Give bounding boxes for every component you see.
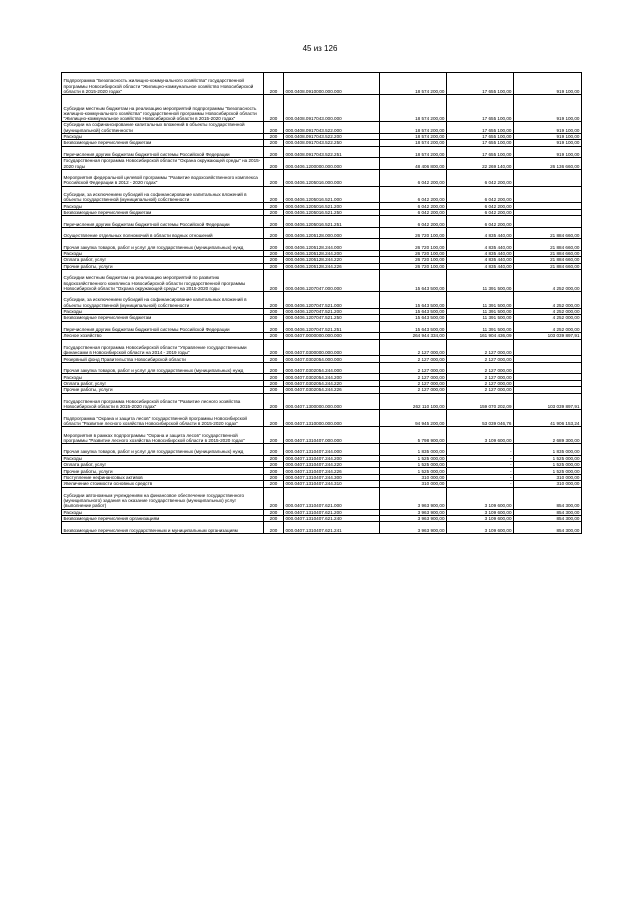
table-row	[62, 427, 582, 444]
row-unexecuted-amount-cell: 21 884 660,00	[514, 257, 582, 263]
row-classification-code-cell: 000.0406.1205128.244.000	[284, 239, 380, 251]
table-row	[62, 158, 582, 170]
row-classification-code-cell: 000.0406.1207047.521.200	[284, 308, 380, 314]
row-classification-code-cell: 000.0407.1310000.000.000	[284, 410, 380, 427]
row-classification-code-cell: 000.0406.1207047.521.000	[284, 292, 380, 309]
row-approved-amount-cell: 1 525 000,00	[380, 468, 447, 474]
row-classification-code-cell: 000.0408.0917043.522.000	[284, 122, 380, 134]
row-approved-amount-cell: 310 000,00	[380, 474, 447, 480]
row-code-cell: 200	[264, 393, 284, 410]
row-code-cell: 200	[264, 169, 284, 186]
row-name-cell: Подпрограмма "Охрана и защита лесов" государственной программы Новосибирской области "Развитие лесного хозяйства Новосибирской области в 2015-2020 годах"	[62, 410, 264, 427]
row-code-cell: 200	[264, 257, 284, 263]
row-name-cell: Субсидии местным бюджетам на реализацию мероприятий по развитию водохозяйственного комплекса Новосибирской области государственной программы Новосибирской области "Охрана окружающей среды" на 2015-2020 годы	[62, 270, 264, 292]
row-classification-code-cell: 000.0406.1205016.000.000	[284, 169, 380, 186]
row-unexecuted-amount-cell: 4 252 000,00	[514, 321, 582, 333]
row-approved-amount-cell: 264 944 334,00	[380, 333, 447, 339]
row-code-cell: 200	[264, 203, 284, 209]
row-classification-code-cell: 000.0407.0302054.000.000	[284, 356, 380, 362]
row-approved-amount-cell: 3 963 900,00	[380, 522, 447, 534]
row-unexecuted-amount-cell: 4 252 000,00	[514, 270, 582, 292]
row-executed-amount-cell: 4 835 440,00	[447, 227, 514, 239]
row-executed-amount-cell: 2 127 000,00	[447, 362, 514, 374]
row-code-cell: 200	[264, 443, 284, 455]
table-row	[62, 292, 582, 309]
row-code-cell: 200	[264, 209, 284, 215]
row-name-cell: Подпрограмма "Безопасность жилищно-коммунального хозяйства" государственной программы Новосибирской области "Жилищно-коммунальное хозяйство Новосибирской области в 2015-2020 годах"	[62, 73, 264, 95]
row-approved-amount-cell: 15 643 500,00	[380, 315, 447, 321]
row-approved-amount-cell: 26 720 100,00	[380, 250, 447, 256]
row-code-cell: 200	[264, 474, 284, 480]
row-executed-amount-cell: 17 655 100,00	[447, 140, 514, 146]
row-unexecuted-amount-cell	[514, 169, 582, 186]
table-row	[62, 362, 582, 374]
row-unexecuted-amount-cell	[514, 216, 582, 228]
row-code-cell: 200	[264, 186, 284, 203]
row-name-cell: Мероприятия федеральной целевой программы "Развитие водохозяйственного комплекса Российской Федерации в 2012 - 2020 годах"	[62, 169, 264, 186]
row-code-cell: 200	[264, 410, 284, 427]
row-classification-code-cell: 000.0407.1310407.244.310	[284, 481, 380, 487]
row-name-cell: Увеличение стоимости основных средств	[62, 481, 264, 487]
row-executed-amount-cell: 6 042 200,00	[447, 203, 514, 209]
row-name-cell: Прочие работы, услуги	[62, 387, 264, 393]
row-code-cell: 200	[264, 95, 284, 122]
row-code-cell: 200	[264, 468, 284, 474]
row-classification-code-cell: 000.0406.1205128.000.000	[284, 227, 380, 239]
row-name-cell: Оплата работ, услуг	[62, 257, 264, 263]
row-code-cell: 200	[264, 333, 284, 339]
row-executed-amount-cell: 2 127 000,00	[447, 374, 514, 380]
row-classification-code-cell: 000.0407.1310407.621.200	[284, 509, 380, 515]
page-number: 45 из 126	[302, 44, 338, 53]
row-unexecuted-amount-cell: 919 100,00	[514, 140, 582, 146]
row-name-cell: Перечисления другим бюджетам бюджетной системы Российской Федерации	[62, 146, 264, 158]
row-code-cell: 200	[264, 427, 284, 444]
row-code-cell: 200	[264, 321, 284, 333]
row-code-cell: 200	[264, 308, 284, 314]
row-classification-code-cell: 000.0407.1310407.621.240	[284, 515, 380, 521]
row-name-cell: Безвозмездные перечисления организациям	[62, 515, 264, 521]
row-name-cell: Оплата работ, услуг	[62, 461, 264, 467]
row-executed-amount-cell: 53 039 046,76	[447, 410, 514, 427]
row-code-cell: 200	[264, 356, 284, 362]
row-approved-amount-cell: 18 574 200,00	[380, 95, 447, 122]
row-code-cell: 200	[264, 158, 284, 170]
row-executed-amount-cell: 6 042 200,00	[447, 209, 514, 215]
table-row	[62, 209, 582, 215]
row-approved-amount-cell: 2 127 000,00	[380, 362, 447, 374]
row-classification-code-cell: 000.0406.1205128.244.220	[284, 257, 380, 263]
row-name-cell: Безвозмездные перечисления бюджетам	[62, 315, 264, 321]
table-row	[62, 169, 582, 186]
row-code-cell: 200	[264, 374, 284, 380]
row-approved-amount-cell: 2 127 000,00	[380, 356, 447, 362]
table-row	[62, 227, 582, 239]
table-row	[62, 315, 582, 321]
row-executed-amount-cell: 6 042 200,00	[447, 216, 514, 228]
table-row	[62, 216, 582, 228]
row-unexecuted-amount-cell: 103 039 897,91	[514, 333, 582, 339]
row-name-cell: Государственная программа Новосибирской области "Управление государственными финансами в Новосибирской области на 2014 - 2019 годы"	[62, 339, 264, 356]
row-executed-amount-cell: 11 391 500,00	[447, 315, 514, 321]
row-approved-amount-cell: 2 127 000,00	[380, 374, 447, 380]
row-classification-code-cell: 000.0407.1310407.244.000	[284, 443, 380, 455]
row-classification-code-cell: 000.0408.0917043.522.250	[284, 140, 380, 146]
row-approved-amount-cell: 26 720 100,00	[380, 263, 447, 269]
table-row	[62, 515, 582, 521]
row-executed-amount-cell: 3 109 600,00	[447, 509, 514, 515]
row-approved-amount-cell: 15 643 500,00	[380, 321, 447, 333]
table-row	[62, 186, 582, 203]
row-executed-amount-cell: 11 391 500,00	[447, 270, 514, 292]
row-classification-code-cell: 000.0407.0302054.244.200	[284, 374, 380, 380]
row-classification-code-cell: 000.0407.1310407.244.200	[284, 455, 380, 461]
row-code-cell: 200	[264, 362, 284, 374]
row-name-cell: Расходы	[62, 203, 264, 209]
row-classification-code-cell: 000.0407.1310407.244.300	[284, 474, 380, 480]
row-executed-amount-cell: -	[447, 443, 514, 455]
row-approved-amount-cell: 26 720 100,00	[380, 239, 447, 251]
row-executed-amount-cell: 161 904 436,09	[447, 333, 514, 339]
row-approved-amount-cell: 3 963 900,00	[380, 515, 447, 521]
row-classification-code-cell: 000.0408.0917043.000.000	[284, 95, 380, 122]
row-unexecuted-amount-cell: 103 039 897,91	[514, 393, 582, 410]
row-code-cell: 200	[264, 380, 284, 386]
row-approved-amount-cell: 18 574 200,00	[380, 133, 447, 139]
row-classification-code-cell: 000.0407.0302054.244.226	[284, 387, 380, 393]
row-classification-code-cell: 000.0408.0917043.522.251	[284, 146, 380, 158]
row-unexecuted-amount-cell: 4 252 000,00	[514, 308, 582, 314]
row-unexecuted-amount-cell: 919 100,00	[514, 95, 582, 122]
table-row	[62, 270, 582, 292]
row-name-cell: Расходы	[62, 133, 264, 139]
row-classification-code-cell: 000.0408.0910000.000.000	[284, 73, 380, 95]
table-row	[62, 122, 582, 134]
row-approved-amount-cell: 48 406 800,00	[380, 158, 447, 170]
table-row	[62, 522, 582, 534]
row-unexecuted-amount-cell	[514, 362, 582, 374]
row-unexecuted-amount-cell: 21 884 660,00	[514, 250, 582, 256]
table-row	[62, 146, 582, 158]
row-unexecuted-amount-cell: 310 000,00	[514, 481, 582, 487]
table-row	[62, 410, 582, 427]
row-code-cell: 200	[264, 146, 284, 158]
row-code-cell: 200	[264, 509, 284, 515]
row-executed-amount-cell: -	[447, 468, 514, 474]
row-executed-amount-cell: 3 109 600,00	[447, 487, 514, 509]
row-approved-amount-cell: 262 110 100,00	[380, 393, 447, 410]
row-unexecuted-amount-cell: 21 884 660,00	[514, 239, 582, 251]
row-name-cell: Прочие работы, услуги	[62, 263, 264, 269]
row-executed-amount-cell: -	[447, 481, 514, 487]
row-classification-code-cell: 000.0407.0300000.000.000	[284, 339, 380, 356]
row-executed-amount-cell: 159 070 202,09	[447, 393, 514, 410]
row-executed-amount-cell: 6 042 200,00	[447, 186, 514, 203]
row-name-cell: Государственная программа Новосибирской области "Охрана окружающей среды" на 2015-2020 годы	[62, 158, 264, 170]
row-approved-amount-cell: 2 127 000,00	[380, 380, 447, 386]
row-code-cell: 200	[264, 263, 284, 269]
row-executed-amount-cell: 2 127 000,00	[447, 380, 514, 386]
table-row	[62, 393, 582, 410]
row-executed-amount-cell: 4 835 440,00	[447, 257, 514, 263]
table-row	[62, 95, 582, 122]
table-row	[62, 487, 582, 509]
row-executed-amount-cell: -	[447, 474, 514, 480]
row-code-cell: 200	[264, 73, 284, 95]
row-code-cell: 200	[264, 292, 284, 309]
row-unexecuted-amount-cell: 854 300,00	[514, 509, 582, 515]
row-unexecuted-amount-cell: 26 136 660,00	[514, 158, 582, 170]
row-name-cell: Перечисления другим бюджетам бюджетной системы Российской Федерации	[62, 216, 264, 228]
row-unexecuted-amount-cell: 21 884 660,00	[514, 263, 582, 269]
row-approved-amount-cell: 26 720 100,00	[380, 227, 447, 239]
row-approved-amount-cell: 2 127 000,00	[380, 387, 447, 393]
row-code-cell: 200	[264, 315, 284, 321]
table-body	[62, 73, 582, 534]
row-name-cell: Прочая закупка товаров, работ и услуг для государственных (муниципальных) нужд	[62, 239, 264, 251]
row-unexecuted-amount-cell: 310 000,00	[514, 474, 582, 480]
row-name-cell: Субсидии на софинансирование капитальных вложений в объекты государственной (муниципальной) собственности	[62, 122, 264, 134]
row-classification-code-cell: 000.0408.0917043.522.200	[284, 133, 380, 139]
row-approved-amount-cell: 6 042 200,00	[380, 169, 447, 186]
row-approved-amount-cell: 1 835 000,00	[380, 443, 447, 455]
row-approved-amount-cell: 6 042 200,00	[380, 203, 447, 209]
row-executed-amount-cell: 2 127 000,00	[447, 356, 514, 362]
row-executed-amount-cell: 2 127 000,00	[447, 387, 514, 393]
row-executed-amount-cell: 11 391 500,00	[447, 308, 514, 314]
row-approved-amount-cell: 18 574 200,00	[380, 140, 447, 146]
row-unexecuted-amount-cell: 41 906 153,24	[514, 410, 582, 427]
row-executed-amount-cell: 22 269 140,00	[447, 158, 514, 170]
row-approved-amount-cell: 18 574 200,00	[380, 73, 447, 95]
row-name-cell: Перечисления другим бюджетам бюджетной системы Российской Федерации	[62, 321, 264, 333]
row-classification-code-cell: 000.0406.1207047.000.000	[284, 270, 380, 292]
row-approved-amount-cell: 18 574 200,00	[380, 146, 447, 158]
row-classification-code-cell: 000.0406.1207047.521.251	[284, 321, 380, 333]
row-executed-amount-cell: 17 655 100,00	[447, 133, 514, 139]
row-classification-code-cell: 000.0406.1205016.521.251	[284, 216, 380, 228]
row-name-cell: Безвозмездные перечисления государственным и муниципальным организациям	[62, 522, 264, 534]
row-unexecuted-amount-cell: 854 300,00	[514, 487, 582, 509]
row-approved-amount-cell: 15 643 500,00	[380, 270, 447, 292]
row-name-cell: Расходы	[62, 455, 264, 461]
row-code-cell: 200	[264, 133, 284, 139]
budget-execution-table	[61, 72, 582, 534]
row-approved-amount-cell: 3 963 900,00	[380, 509, 447, 515]
table-row	[62, 239, 582, 251]
table-row	[62, 339, 582, 356]
row-code-cell: 200	[264, 461, 284, 467]
row-executed-amount-cell: 11 391 500,00	[447, 292, 514, 309]
row-name-cell: Субсидии местным бюджетам на реализацию мероприятий подпрограммы "Безопасность жилищно-коммунального хозяйства" государственной программы Новосибирской области "Жилищно-коммунальное хозяйство Новосибирской области в 2015-2020 годах"	[62, 95, 264, 122]
row-name-cell: Субсидии автономным учреждениям на финансовое обеспечение государственного (муниципального) задания на оказание государственных (муниципальных) услуг (выполнение работ)	[62, 487, 264, 509]
row-name-cell: Мероприятия в рамках подпрограммы "Охрана и защита лесов" государственной программы "Развитие лесного хозяйства Новосибирской области в 2015-2020 годах"	[62, 427, 264, 444]
row-code-cell: 200	[264, 481, 284, 487]
row-unexecuted-amount-cell	[514, 339, 582, 356]
row-unexecuted-amount-cell: 4 252 000,00	[514, 292, 582, 309]
row-unexecuted-amount-cell: 2 689 300,00	[514, 427, 582, 444]
table-row	[62, 321, 582, 333]
row-unexecuted-amount-cell: 919 100,00	[514, 122, 582, 134]
row-classification-code-cell: 000.0406.1205128.244.226	[284, 263, 380, 269]
row-unexecuted-amount-cell: 1 525 000,00	[514, 468, 582, 474]
row-executed-amount-cell: 17 655 100,00	[447, 146, 514, 158]
row-code-cell: 200	[264, 239, 284, 251]
row-name-cell: Безвозмездные перечисления бюджетам	[62, 140, 264, 146]
row-code-cell: 200	[264, 522, 284, 534]
row-executed-amount-cell: 17 655 100,00	[447, 122, 514, 134]
row-approved-amount-cell: 1 525 000,00	[380, 461, 447, 467]
row-approved-amount-cell: 3 963 900,00	[380, 487, 447, 509]
row-unexecuted-amount-cell: 1 525 000,00	[514, 455, 582, 461]
row-executed-amount-cell: 4 835 440,00	[447, 263, 514, 269]
row-name-cell: Расходы	[62, 374, 264, 380]
row-approved-amount-cell: 2 127 000,00	[380, 339, 447, 356]
row-code-cell: 200	[264, 515, 284, 521]
row-classification-code-cell: 000.0407.1310407.621.241	[284, 522, 380, 534]
row-code-cell: 200	[264, 339, 284, 356]
row-unexecuted-amount-cell: 919 100,00	[514, 73, 582, 95]
table-row	[62, 140, 582, 146]
row-code-cell: 200	[264, 250, 284, 256]
row-executed-amount-cell: -	[447, 455, 514, 461]
row-name-cell: Государственная программа Новосибирской области "Развитие лесного хозяйства Новосибирской области в 2015-2020 годах"	[62, 393, 264, 410]
row-unexecuted-amount-cell: 1 525 000,00	[514, 461, 582, 467]
row-name-cell: Расходы	[62, 509, 264, 515]
row-name-cell: Безвозмездные перечисления бюджетам	[62, 209, 264, 215]
row-classification-code-cell: 000.0407.1310407.000.000	[284, 427, 380, 444]
row-executed-amount-cell: 17 655 100,00	[447, 73, 514, 95]
row-approved-amount-cell: 18 574 200,00	[380, 122, 447, 134]
row-classification-code-cell: 000.0406.1205016.521.250	[284, 209, 380, 215]
table-row	[62, 356, 582, 362]
row-approved-amount-cell: 94 945 200,00	[380, 410, 447, 427]
row-code-cell: 200	[264, 387, 284, 393]
row-unexecuted-amount-cell: 919 100,00	[514, 146, 582, 158]
row-classification-code-cell: 000.0406.1207047.521.250	[284, 315, 380, 321]
row-unexecuted-amount-cell	[514, 186, 582, 203]
row-approved-amount-cell: 6 042 200,00	[380, 186, 447, 203]
row-classification-code-cell: 000.0407.1310407.621.000	[284, 487, 380, 509]
row-unexecuted-amount-cell: 1 835 000,00	[514, 443, 582, 455]
row-approved-amount-cell: 310 000,00	[380, 481, 447, 487]
row-name-cell: Оплата работ, услуг	[62, 380, 264, 386]
row-executed-amount-cell: 4 835 440,00	[447, 250, 514, 256]
row-executed-amount-cell: 11 391 500,00	[447, 321, 514, 333]
row-classification-code-cell: 000.0407.0302054.244.220	[284, 380, 380, 386]
row-code-cell: 200	[264, 140, 284, 146]
row-executed-amount-cell: 6 042 200,00	[447, 169, 514, 186]
row-classification-code-cell: 000.0407.0000000.000.000	[284, 333, 380, 339]
row-unexecuted-amount-cell: 854 300,00	[514, 515, 582, 521]
row-code-cell: 200	[264, 487, 284, 509]
row-code-cell: 200	[264, 455, 284, 461]
row-approved-amount-cell: 6 042 200,00	[380, 209, 447, 215]
row-executed-amount-cell: -	[447, 461, 514, 467]
row-name-cell: Субсидии, за исключением субсидий на софинансирование капитальных вложений в объекты государственной (муниципальной) собственности	[62, 186, 264, 203]
row-unexecuted-amount-cell: 919 100,00	[514, 133, 582, 139]
row-name-cell: Осуществление отдельных полномочий в области водных отношений	[62, 227, 264, 239]
row-executed-amount-cell: 3 109 600,00	[447, 515, 514, 521]
row-name-cell: Прочая закупка товаров, работ и услуг для государственных (муниципальных) нужд	[62, 362, 264, 374]
row-approved-amount-cell: 15 643 500,00	[380, 308, 447, 314]
row-unexecuted-amount-cell: 854 300,00	[514, 522, 582, 534]
row-executed-amount-cell: 17 655 100,00	[447, 95, 514, 122]
row-classification-code-cell: 000.0406.1205128.244.200	[284, 250, 380, 256]
table-row	[62, 443, 582, 455]
row-approved-amount-cell: 15 643 500,00	[380, 292, 447, 309]
row-name-cell: Субсидии, за исключением субсидий на софинансирование капитальных вложений в объекты государственной (муниципальной) собственности	[62, 292, 264, 309]
row-executed-amount-cell: 3 109 600,00	[447, 522, 514, 534]
row-classification-code-cell: 000.0406.1205016.521.000	[284, 186, 380, 203]
row-approved-amount-cell: 1 525 000,00	[380, 455, 447, 461]
row-classification-code-cell: 000.0407.1310407.244.220	[284, 461, 380, 467]
row-code-cell: 200	[264, 227, 284, 239]
row-approved-amount-cell: 6 042 200,00	[380, 216, 447, 228]
row-unexecuted-amount-cell: 4 252 000,00	[514, 315, 582, 321]
row-code-cell: 200	[264, 216, 284, 228]
row-classification-code-cell: 000.0406.1205016.521.200	[284, 203, 380, 209]
row-name-cell: Расходы	[62, 250, 264, 256]
row-name-cell: Расходы	[62, 308, 264, 314]
row-executed-amount-cell: 4 835 440,00	[447, 239, 514, 251]
row-name-cell: Лесное хозяйство	[62, 333, 264, 339]
row-classification-code-cell: 000.0406.1200000.000.000	[284, 158, 380, 170]
row-name-cell: Резервный фонд Правительства Новосибирской области	[62, 356, 264, 362]
row-unexecuted-amount-cell: 21 884 660,00	[514, 227, 582, 239]
row-executed-amount-cell: 2 127 000,00	[447, 339, 514, 356]
row-code-cell: 200	[264, 122, 284, 134]
row-code-cell: 200	[264, 270, 284, 292]
row-name-cell: Поступление нефинансовых активов	[62, 474, 264, 480]
table-row	[62, 73, 582, 95]
row-executed-amount-cell: 3 109 600,00	[447, 427, 514, 444]
row-name-cell: Прочая закупка товаров, работ и услуг для государственных (муниципальных) нужд	[62, 443, 264, 455]
row-classification-code-cell: 000.0407.0302054.244.000	[284, 362, 380, 374]
row-classification-code-cell: 000.0407.1300000.000.000	[284, 393, 380, 410]
row-classification-code-cell: 000.0407.1310407.244.226	[284, 468, 380, 474]
row-approved-amount-cell: 26 720 100,00	[380, 257, 447, 263]
row-approved-amount-cell: 5 798 900,00	[380, 427, 447, 444]
row-name-cell: Прочие работы, услуги	[62, 468, 264, 474]
